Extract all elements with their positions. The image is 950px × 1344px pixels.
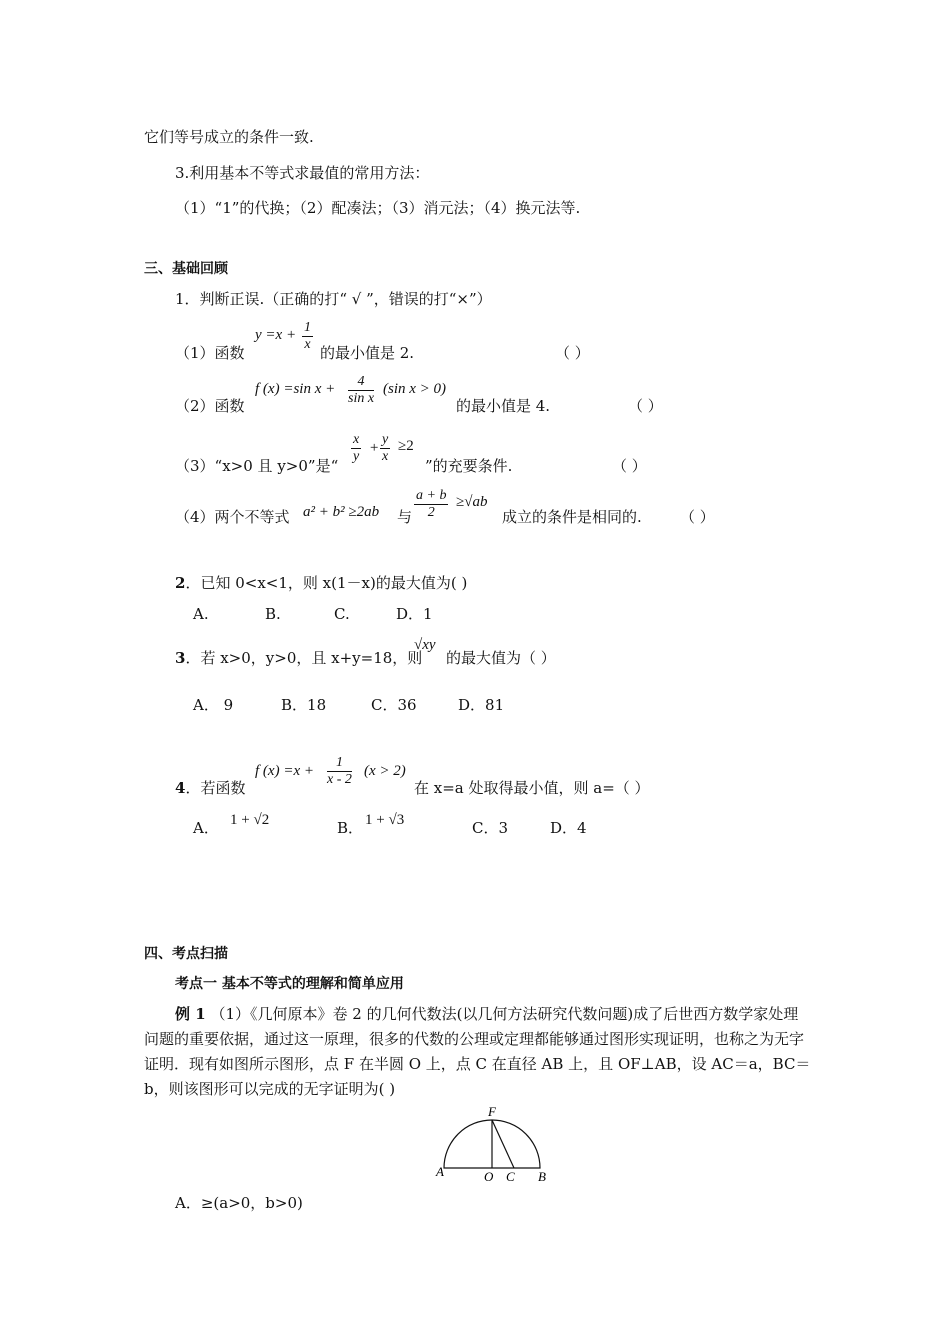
q1-4-frac-num: a + b — [416, 488, 447, 503]
q1-3-f1-num: x — [353, 432, 360, 447]
q1-2-fraction — [348, 374, 374, 407]
q4-option-c: C．3 — [472, 819, 509, 837]
q3-text: ．若 x>0，y>0，且 x+y=18，则 — [185, 649, 423, 667]
q4-number: 4 — [175, 779, 186, 797]
q1-3-plus: + — [369, 440, 380, 456]
q2-number: 2 — [175, 574, 186, 592]
q1-3-f2-den: x — [382, 449, 389, 464]
q3-option-b: B．18 — [281, 696, 327, 714]
q2-stem — [175, 573, 467, 593]
example-1-option-a: A．≥(a>0，b>0) — [175, 1194, 303, 1212]
q1-2-formula-lhs: f (x) =sin x + — [255, 381, 336, 397]
example-1-paragraph — [144, 1002, 812, 1102]
q1-4-suffix: 成立的条件是相同的. — [502, 508, 642, 526]
q1-4-fraction — [414, 488, 448, 521]
q1-2-frac-den: sin x — [348, 391, 375, 406]
q3-option-a: A． 9 — [193, 696, 234, 714]
q4-option-d: D．4 — [550, 819, 587, 837]
label-a: A — [436, 1164, 444, 1179]
q1-3-f1-den: y — [353, 449, 360, 464]
label-c: C — [506, 1169, 515, 1184]
q4-text: ．若函数 — [185, 779, 246, 797]
intro-line-3: （1）“1”的代换；（2）配凑法；（3）消元法；（4）换元法等. — [175, 199, 581, 217]
q4-frac-den: x - 2 — [327, 772, 352, 787]
semicircle-figure — [432, 1104, 552, 1188]
q4-option-a-value: 1 + √2 — [230, 812, 270, 828]
q1-4-prefix: （4）两个不等式 — [175, 508, 290, 526]
q1-prompt: 1．判断正误.（正确的打“ √ ”，错误的打“×”） — [175, 290, 492, 308]
q1-1-suffix: 的最小值是 2. — [320, 344, 415, 362]
intro-line-2: 3.利用基本不等式求最值的常用方法： — [175, 164, 430, 182]
intro-line-1: 它们等号成立的条件一致. — [144, 128, 314, 146]
q2-text: ．已知 0<x<1，则 x(1－x)的最大值为( ) — [185, 574, 468, 592]
q1-2-answer-paren: （ ） — [628, 397, 663, 415]
q4-option-b-label: B． — [337, 819, 364, 837]
q4-stem — [175, 778, 245, 798]
q1-1-frac-num: 1 — [304, 320, 311, 335]
q2-option-a: A. — [193, 605, 209, 623]
q4-suffix: 在 x=a 处取得最小值，则 a=（ ） — [414, 779, 650, 797]
q3-stem — [175, 648, 422, 668]
label-b: B — [538, 1169, 546, 1184]
q1-3-suffix: ”的充要条件. — [425, 457, 513, 475]
q3-option-d: D．81 — [458, 696, 505, 714]
q2-option-b: B. — [265, 605, 281, 623]
q1-1-answer-paren: （ ） — [555, 344, 590, 362]
q3-option-c: C．36 — [371, 696, 417, 714]
example-1-text: （1）《几何原本》卷 2 的几何代数法(以几何方法研究代数问题)成了后世西方数学家处理问题的重要依据，通过这一原理，很多的代数的公理或定理都能够通过图形实现证明，也称之为无字证明．现有如图所示图形，点 F 在半圆 O 上，点 C 在直径 AB 上，且 OF⊥AB，设 AC＝a，BC＝b，则该图形可以完成的无字证明为( ) — [144, 1005, 811, 1098]
q1-1-fraction — [302, 320, 313, 353]
q1-1-formula: y =x + — [255, 327, 297, 343]
q1-1-prefix: （1）函数 — [175, 344, 245, 362]
q1-3-prefix: （3）“x>0 且 y>0”是“ — [175, 457, 339, 475]
q1-3-ge: ≥2 — [398, 438, 414, 454]
q4-fraction — [327, 755, 352, 788]
label-f: F — [488, 1104, 496, 1119]
q1-2-prefix: （2）函数 — [175, 397, 245, 415]
q4-formula-rhs: (x > 2) — [364, 763, 406, 779]
q4-formula-lhs: f (x) =x + — [255, 763, 314, 779]
q1-2-formula-rhs: (sin x > 0) — [383, 381, 447, 397]
q1-4-inequality-2: ≥√ab — [456, 494, 488, 510]
q3-number: 3 — [175, 649, 186, 667]
q3-suffix: 的最大值为（ ） — [446, 649, 556, 667]
q1-4-connector: 与 — [397, 508, 413, 526]
q1-4-answer-paren: （ ） — [680, 508, 715, 526]
section4-heading: 四、考点扫描 — [144, 946, 228, 962]
q1-3-fraction-1 — [351, 432, 361, 465]
example-1-label: 例 1 — [175, 1005, 206, 1023]
q1-1-frac-den: x — [304, 337, 311, 352]
q1-3-answer-paren: （ ） — [612, 457, 647, 475]
q4-option-b-value: 1 + √3 — [365, 812, 405, 828]
q1-3-f2-num: y — [382, 432, 389, 447]
q1-3-fraction-2 — [380, 432, 390, 465]
q1-4-frac-den: 2 — [427, 505, 435, 520]
q1-2-frac-num: 4 — [348, 374, 374, 391]
q3-sqrt-xy: √xy — [414, 637, 436, 653]
q2-option-c: C. — [334, 605, 350, 623]
section4-subheading: 考点一 基本不等式的理解和简单应用 — [175, 976, 404, 992]
q4-frac-num: 1 — [327, 755, 352, 772]
q1-2-suffix: 的最小值是 4. — [456, 397, 551, 415]
section3-heading: 三、基础回顾 — [144, 261, 228, 277]
q1-4-inequality-1: a² + b² ≥2ab — [303, 504, 380, 520]
segment-fc — [492, 1120, 514, 1168]
q2-option-d: D．1 — [396, 605, 433, 623]
label-o: O — [484, 1169, 494, 1184]
q4-option-a-label: A． — [193, 819, 219, 837]
